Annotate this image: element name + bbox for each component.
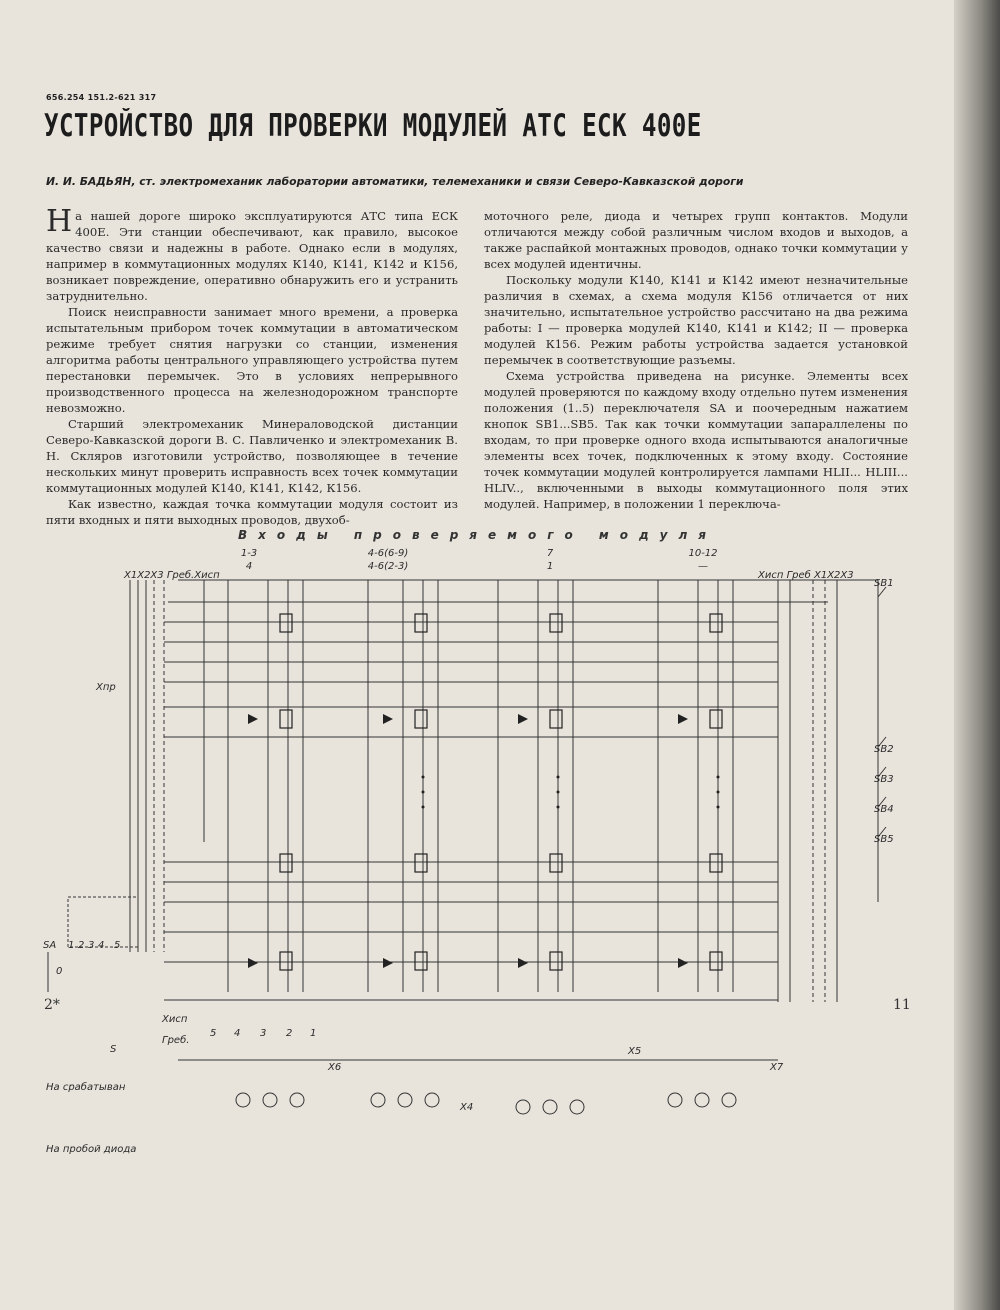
paragraph: моточного реле, диода и четырех групп контактов. Модули отличаются между собой различным числом входов и выходов, а также распайкой монтажных проводов, однако точки коммутации у всех модулей идентичны.	[484, 209, 908, 271]
bottom-number: 1	[310, 1028, 317, 1039]
article-title: УСТРОЙСТВО ДЛЯ ПРОВЕРКИ МОДУЛЕЙ АТС ЕСК 400Е	[44, 108, 702, 144]
sa-pos: 3	[88, 940, 95, 951]
x5-label: X5	[628, 1046, 642, 1057]
sa-pos: 2	[78, 940, 85, 951]
dropcap: Н	[46, 204, 73, 239]
left-column	[46, 204, 458, 528]
sb4-label: SB4	[874, 804, 894, 815]
group-label-top: 10-12	[688, 548, 718, 559]
right-column	[484, 208, 908, 512]
group-label-bottom: 4	[245, 561, 253, 572]
bottom-number: 4	[234, 1028, 241, 1039]
sa-pos: 5	[114, 940, 121, 951]
scan-edge	[954, 0, 1000, 1310]
zero-label: 0	[56, 966, 63, 977]
sa-pos: 4	[98, 940, 105, 951]
sb2-label: SB2	[874, 744, 894, 755]
right-connector-label: Хисп Греб X1X2X3	[758, 570, 854, 581]
sa-pos: 1	[68, 940, 75, 951]
circuit-diagram	[38, 522, 918, 1155]
s-label: S	[110, 1044, 117, 1055]
udk-code: 656.254 151.2-621 317	[46, 93, 157, 102]
group-label-bottom: —	[698, 561, 708, 572]
xpr-label: Хпр	[96, 682, 116, 693]
group-label-bottom: 1	[546, 561, 554, 572]
sb1-label: SB1	[874, 578, 894, 589]
page-signature: 2*	[44, 997, 60, 1013]
group-label-bottom: 4-6(2-3)	[367, 561, 409, 572]
sa-label: SA	[43, 940, 57, 951]
group-label-top: 7	[546, 548, 554, 559]
bottom-number: 3	[260, 1028, 267, 1039]
paragraph: Поскольку модули К140, К141 и К142 имеют незначительные различия в схемах, а схема модуля К156 отличается от них значительно, испытательное устройство рассчитано на два режима работы: I — проверка модулей К140, К141 и К142; II — проверка модулей К156. Режим работы устройства задается установкой перемычек в соответствующие разъемы.	[484, 273, 908, 367]
paragraph: Старший электромеханик Минераловодской дистанции Северо-Кавказской дороги В. С. Павличенко и электромеханик В. Н. Скляров изготовили устройство, позволяющее в течение нескольких минут проверить исправность всех точек коммутации коммутационных модулей К140, К141, К142, К156.	[46, 417, 458, 495]
left-connector-label: X1X2X3 Греб.Хисп	[124, 570, 220, 581]
paragraph: Схема устройства приведена на рисунке. Элементы всех модулей проверяются по каждому входу отдельно путем изменения положения (1..5) переключателя SA и поочередным нажатием кнопок SB1...SB5. Так как точки коммутации запараллелены по входам, то при проверке одного входа испытываются аналогичные элементы всех точек, подключенных к этому входу. Состояние точек коммутации модулей контролируется лампами HLII... HLIII... HLIV.., включенными в выходы коммутационного поля этих модулей. Например, в положении 1 переключа-	[484, 369, 908, 511]
paragraph: Как известно, каждая точка коммутации модуля состоит из пяти входных и пяти выходных проводов, двухоб-	[46, 497, 458, 527]
sb5-label: SB5	[874, 834, 894, 845]
greb-label: Греб.	[162, 1035, 190, 1046]
article-byline: И. И. БАДЬЯН, ст. электромеханик лаборатории автоматики, телемеханики и связи Северо-Кавказской дороги	[46, 175, 744, 188]
paragraph: На нашей дороге широко эксплуатируются АТС типа ЕСК 400Е. Эти станции обеспечивают, как правило, высокое качество связи и надежны в работе. Однако если в модулях, например в коммутационных модулях К140, К141, К142 и К156, возникает повреждение, оперативно обнаружить его и устранить затруднительно.	[46, 204, 458, 303]
bottom-number: 5	[210, 1028, 217, 1039]
group-label-top: 1-3	[240, 548, 258, 559]
page-number: 11	[893, 997, 911, 1013]
note-top: На срабатыван	[46, 1082, 126, 1093]
group-label-top: 4-6(6-9)	[367, 548, 409, 559]
x4-label: X4	[460, 1102, 474, 1113]
bottom-number: 2	[286, 1028, 293, 1039]
figure-title: Входы проверяемого модуля	[238, 528, 717, 542]
x6-label: X6	[328, 1062, 342, 1073]
paragraph: Поиск неисправности занимает много времени, а проверка испытательным прибором точек коммутации в автоматическом режиме требует снятия нагрузки со станции, изменения алгоритма работы центрального управляющего устройства путем перестановки перемычек. Это в условиях непрерывного производственного процесса на железнодорожном транспорте невозможно.	[46, 305, 458, 415]
xisp-label: Хисп	[162, 1014, 188, 1025]
sb3-label: SB3	[874, 774, 894, 785]
x7-label: X7	[770, 1062, 784, 1073]
note-bottom: На пробой диода	[46, 1144, 137, 1155]
